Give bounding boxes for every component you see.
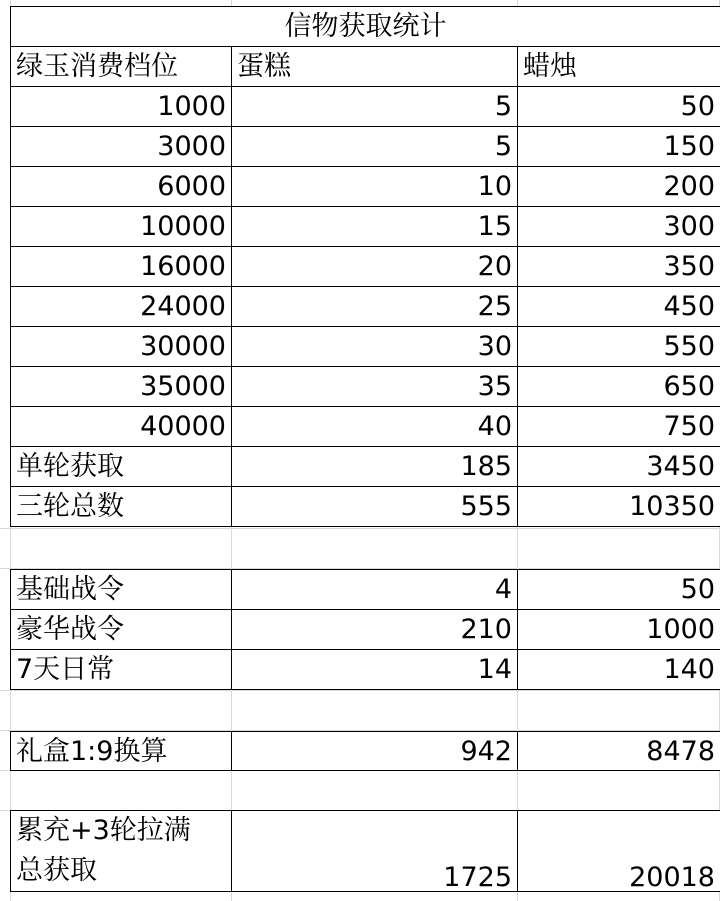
candle-cell[interactable]: 450 <box>518 287 720 327</box>
table-row-tier <box>11 367 720 407</box>
candle-cell[interactable]: 300 <box>518 207 720 247</box>
cake-cell[interactable]: 1725 <box>232 811 518 892</box>
table-row-three-rounds <box>11 487 720 527</box>
cake-cell[interactable]: 942 <box>232 732 518 771</box>
candle-cell[interactable]: 10350 <box>518 487 720 527</box>
header-row <box>11 47 720 87</box>
table-row-gift-box <box>11 732 720 771</box>
candle-cell[interactable]: 1000 <box>518 610 720 650</box>
table-row-tier <box>11 327 720 367</box>
tier-cell[interactable]: 3000 <box>11 127 232 167</box>
cake-cell[interactable]: 10 <box>232 167 518 207</box>
candle-cell[interactable]: 650 <box>518 367 720 407</box>
table-row-pass <box>11 650 720 690</box>
cake-cell[interactable]: 5 <box>232 87 518 127</box>
table-title[interactable]: 信物获取统计 <box>11 7 720 47</box>
column-header-cake[interactable]: 蛋糕 <box>232 47 518 87</box>
table-row-pass <box>11 570 720 610</box>
row-label[interactable]: 豪华战令 <box>11 610 232 650</box>
row-label[interactable] <box>11 811 232 892</box>
candle-cell[interactable]: 350 <box>518 247 720 287</box>
row-label[interactable]: 礼盒1:9换算 <box>11 732 232 771</box>
total-label-line2: 总获取 <box>16 855 97 886</box>
candle-cell[interactable]: 550 <box>518 327 720 367</box>
cake-cell[interactable]: 210 <box>232 610 518 650</box>
candle-cell[interactable]: 200 <box>518 167 720 207</box>
cake-cell[interactable]: 35 <box>232 367 518 407</box>
cake-cell[interactable]: 14 <box>232 650 518 690</box>
row-label[interactable]: 三轮总数 <box>11 487 232 527</box>
cake-cell[interactable]: 30 <box>232 327 518 367</box>
table-row-tier <box>11 127 720 167</box>
table-row-total <box>11 811 720 892</box>
main-table <box>10 6 720 527</box>
table-row-tier <box>11 247 720 287</box>
tier-cell[interactable]: 6000 <box>11 167 232 207</box>
gridline <box>0 528 720 529</box>
tier-cell[interactable]: 16000 <box>11 247 232 287</box>
tier-cell[interactable]: 24000 <box>11 287 232 327</box>
cake-cell[interactable]: 15 <box>232 207 518 247</box>
candle-cell[interactable]: 8478 <box>518 732 720 771</box>
table-row-tier <box>11 87 720 127</box>
row-label[interactable]: 基础战令 <box>11 570 232 610</box>
table-row-tier <box>11 407 720 447</box>
column-header-candle[interactable]: 蜡烛 <box>518 47 720 87</box>
cake-cell[interactable]: 185 <box>232 447 518 487</box>
cake-cell[interactable]: 555 <box>232 487 518 527</box>
candle-cell[interactable]: 3450 <box>518 447 720 487</box>
tier-cell[interactable]: 40000 <box>11 407 232 447</box>
tier-cell[interactable]: 10000 <box>11 207 232 247</box>
tier-cell[interactable]: 1000 <box>11 87 232 127</box>
gift-box-table <box>10 731 720 771</box>
gridline <box>0 690 720 691</box>
candle-cell[interactable]: 50 <box>518 87 720 127</box>
cake-cell[interactable]: 20 <box>232 247 518 287</box>
cake-cell[interactable]: 4 <box>232 570 518 610</box>
table-row-pass <box>11 610 720 650</box>
candle-cell[interactable]: 750 <box>518 407 720 447</box>
cake-cell[interactable]: 40 <box>232 407 518 447</box>
row-label[interactable]: 7天日常 <box>11 650 232 690</box>
table-row-single-round <box>11 447 720 487</box>
passes-table <box>10 569 720 690</box>
table-row-tier <box>11 167 720 207</box>
column-header-tier[interactable]: 绿玉消费档位 <box>11 47 232 87</box>
row-label[interactable]: 单轮获取 <box>11 447 232 487</box>
candle-cell[interactable]: 150 <box>518 127 720 167</box>
candle-cell[interactable]: 140 <box>518 650 720 690</box>
table-row-tier <box>11 287 720 327</box>
tier-cell[interactable]: 30000 <box>11 327 232 367</box>
total-label-line1: 累充+3轮拉满 <box>16 815 191 846</box>
table-row-tier <box>11 207 720 247</box>
total-table <box>10 810 720 892</box>
cake-cell[interactable]: 25 <box>232 287 518 327</box>
cake-cell[interactable]: 5 <box>232 127 518 167</box>
candle-cell[interactable]: 50 <box>518 570 720 610</box>
candle-cell[interactable]: 20018 <box>518 811 720 892</box>
tier-cell[interactable]: 35000 <box>11 367 232 407</box>
